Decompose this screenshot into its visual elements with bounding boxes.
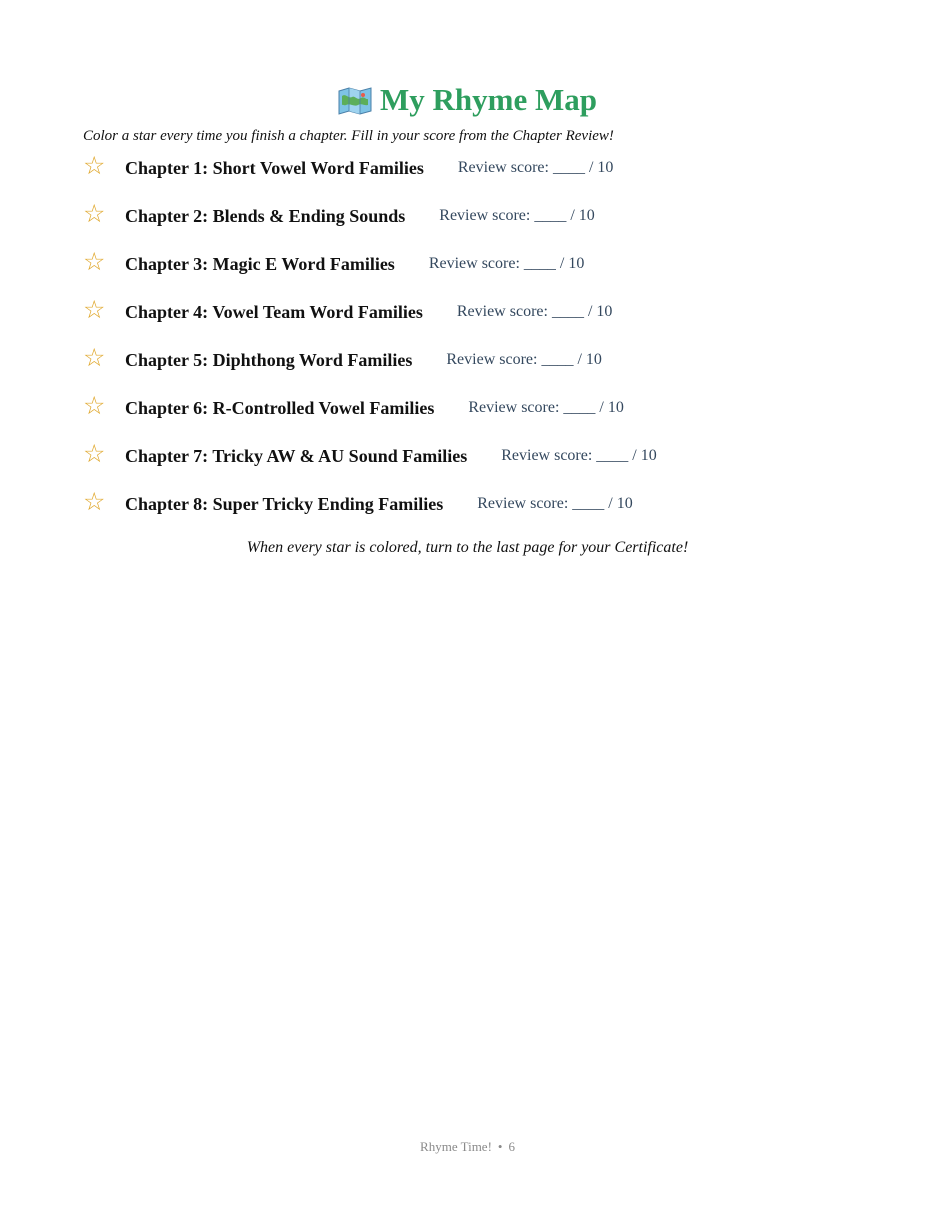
- chapter-row: [83, 439, 863, 487]
- star-icon: ☆: [83, 199, 106, 228]
- chapter-title: Chapter 5: Diphthong Word Families: [125, 350, 413, 370]
- footer-book-title: Rhyme Time!: [420, 1139, 492, 1154]
- star-icon: ☆: [83, 439, 106, 468]
- footer-page-number: 6: [508, 1139, 515, 1154]
- star-icon: ☆: [83, 343, 106, 372]
- page-title: [0, 80, 935, 120]
- chapter-row: [83, 487, 863, 535]
- chapter-title: Chapter 4: Vowel Team Word Families: [125, 302, 423, 322]
- chapter-title: Chapter 8: Super Tricky Ending Families: [125, 494, 444, 514]
- review-score: Review score: ____ / 10: [477, 495, 633, 512]
- map-icon: [338, 87, 372, 115]
- chapter-title: Chapter 3: Magic E Word Families: [125, 254, 395, 274]
- star-icon: ☆: [83, 247, 106, 276]
- review-score: Review score: ____ / 10: [501, 447, 657, 464]
- review-score: Review score: ____ / 10: [439, 207, 595, 224]
- review-score: Review score: ____ / 10: [468, 399, 624, 416]
- star-icon: ☆: [83, 487, 106, 516]
- star-icon: ☆: [83, 391, 106, 420]
- chapter-title: Chapter 1: Short Vowel Word Families: [125, 158, 424, 178]
- chapter-row: [83, 391, 863, 439]
- review-score: Review score: ____ / 10: [457, 159, 614, 176]
- chapter-title: Chapter 2: Blends & Ending Sounds: [125, 206, 406, 226]
- chapter-title: Chapter 7: Tricky AW & AU Sound Families: [125, 446, 468, 466]
- review-score: Review score: ____ / 10: [428, 255, 585, 272]
- chapter-title: Chapter 6: R-Controlled Vowel Families: [125, 398, 435, 418]
- chapter-row: [83, 199, 863, 247]
- chapter-list: [83, 151, 863, 535]
- page-footer: [0, 1139, 935, 1155]
- page-title-text: My Rhyme Map: [380, 82, 597, 117]
- star-icon: ☆: [83, 295, 106, 324]
- footer-separator: •: [497, 1139, 503, 1154]
- star-icon: ☆: [83, 151, 106, 180]
- instructions-text: Color a star every time you finish a chapter. Fill in your score from the Chapter Review!: [83, 128, 614, 144]
- chapter-row: [83, 151, 863, 199]
- review-score: Review score: ____ / 10: [446, 351, 602, 368]
- chapter-row: [83, 247, 863, 295]
- chapter-row: [83, 343, 863, 391]
- chapter-row: [83, 295, 863, 343]
- review-score: Review score: ____ / 10: [456, 303, 613, 320]
- closing-note: When every star is colored, turn to the last page for your Certificate!: [246, 539, 689, 556]
